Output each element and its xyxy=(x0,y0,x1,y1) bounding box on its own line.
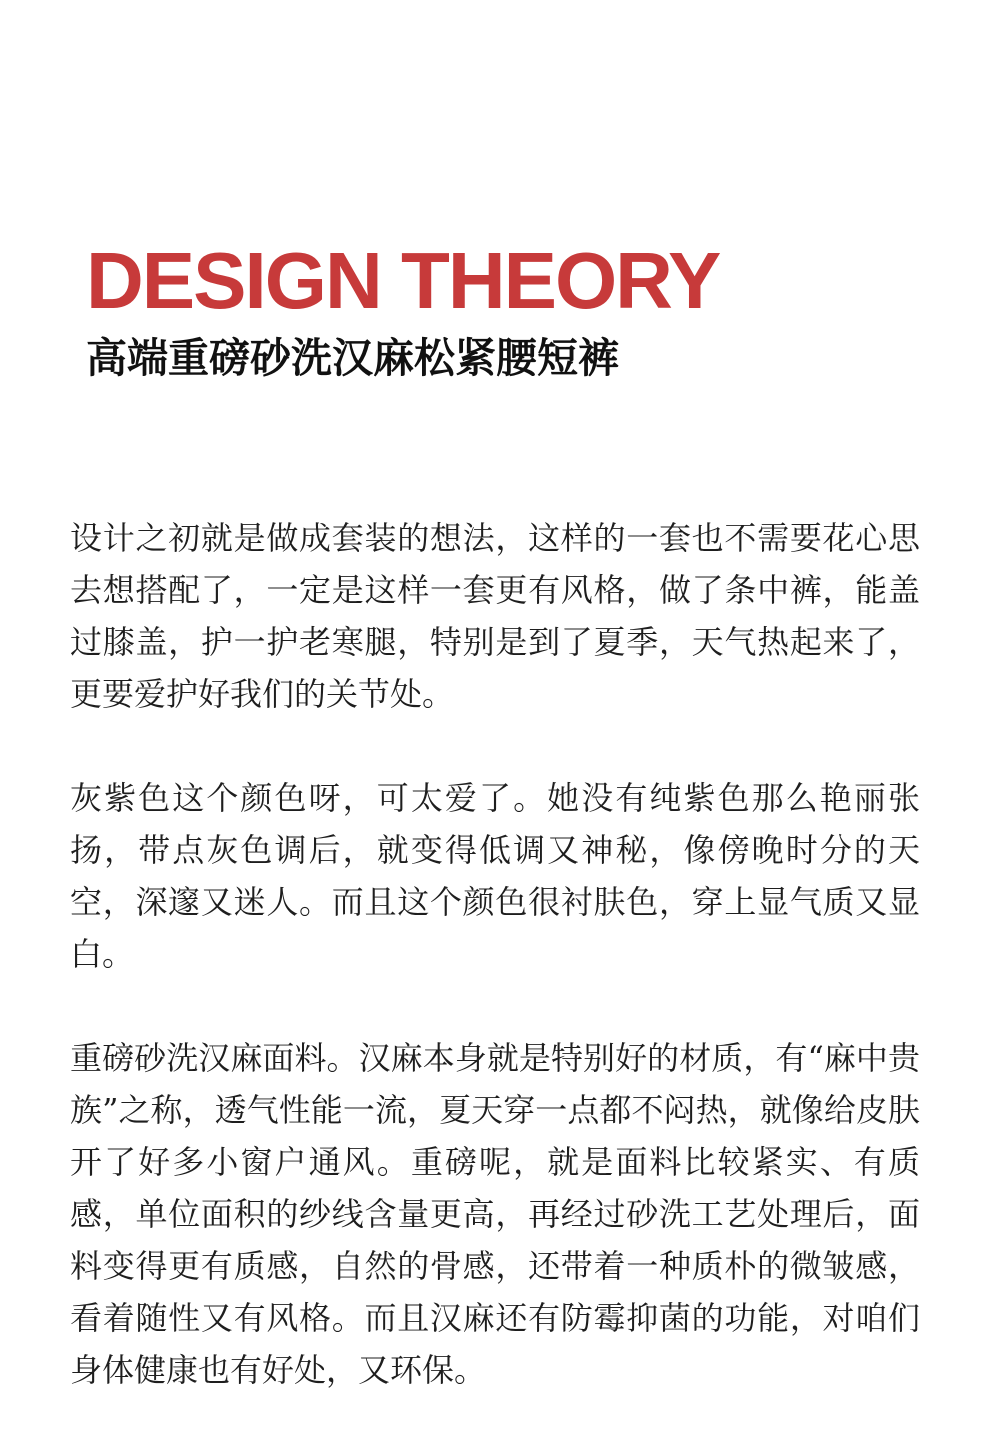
paragraph-color: 灰紫色这个颜色呀，可太爱了。她没有纯紫色那么艳丽张扬，带点灰色调后，就变得低调又神秘，像傍晚时分的天空，深邃又迷人。而且这个颜色很衬肤色，穿上显气质又显白。 xyxy=(70,779,920,973)
paragraph-fabric: 重磅砂洗汉麻面料。汉麻本身就是特别好的材质，有“麻中贵族”之称，透气性能一流，夏天穿一点都不闷热，就像给皮肤开了好多小窗户通风。重磅呢，就是面料比较紧实、有质感，单位面积的纱线含量更高，再经过砂洗工艺处理后，面料变得更有质感，自然的骨感，还带着一种质朴的微皱感，看着随性又有风格。而且汉麻还有防霉抑菌的功能，对咱们身体健康也有好处，又环保。 xyxy=(70,1039,920,1389)
description-body xyxy=(70,512,920,1448)
headline: DESIGN THEORY xyxy=(86,236,720,325)
product-title: 高端重磅砂洗汉麻松紧腰短裤 xyxy=(86,334,619,382)
paragraph-design-intent: 设计之初就是做成套装的想法，这样的一套也不需要花心思去想搭配了，一定是这样一套更有风格，做了条中裤，能盖过膝盖，护一护老寒腿，特别是到了夏季，天气热起来了，更要爱护好我们的关节处。 xyxy=(70,519,920,713)
